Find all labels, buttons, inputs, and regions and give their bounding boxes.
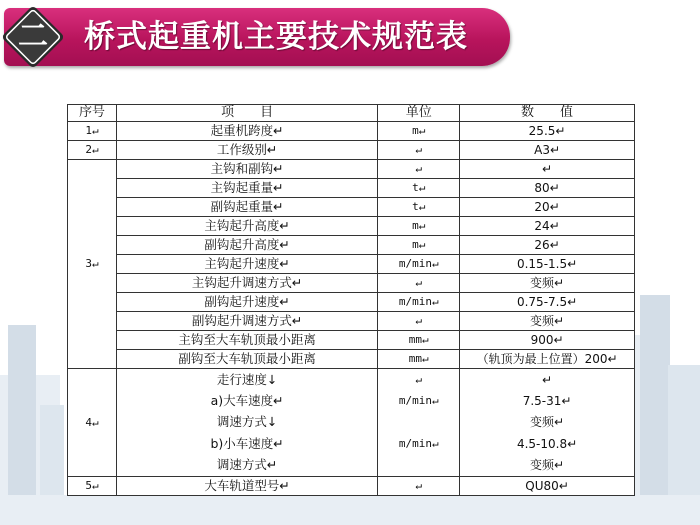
cell-no-group3: 3↵ xyxy=(68,160,117,369)
group4-unit xyxy=(378,413,459,431)
cell-value: 24↵ xyxy=(460,217,635,236)
cell-item: 起重机跨度↵ xyxy=(116,122,377,141)
cell-item: 主钩起升高度↵ xyxy=(116,217,377,236)
table-row xyxy=(68,179,635,198)
cell-unit: m/min↵ xyxy=(378,255,460,274)
cell-no: 2↵ xyxy=(68,141,117,160)
header-value: 数 值 xyxy=(460,105,635,122)
cell-unit: m↵ xyxy=(378,122,460,141)
table-row xyxy=(68,350,635,369)
cell-item: 副钩起重量↵ xyxy=(116,198,377,217)
cell-item-stack xyxy=(116,369,377,477)
cell-item: 主钩起重量↵ xyxy=(116,179,377,198)
cell-item: 副钩起升高度↵ xyxy=(116,236,377,255)
cell-unit: ↵ xyxy=(378,312,460,331)
cell-item: 主钩和副钩↵ xyxy=(116,160,377,179)
cell-unit: t↵ xyxy=(378,179,460,198)
group4-item: 调速方式↵ xyxy=(216,457,278,473)
table-row xyxy=(68,160,635,179)
cell-value: 0.75-7.5↵ xyxy=(460,293,635,312)
cell-unit: mm↵ xyxy=(378,350,460,369)
table-row xyxy=(68,274,635,293)
cell-item: 副钩起升调速方式↵ xyxy=(116,312,377,331)
cell-value: QU80↵ xyxy=(460,477,635,496)
table-row xyxy=(68,141,635,160)
cell-item: 副钩至大车轨顶最小距离 xyxy=(116,350,377,369)
group4-value: 4.5-10.8↵ xyxy=(516,436,578,451)
cell-item: 主钩至大车轨顶最小距离 xyxy=(116,331,377,350)
table-row xyxy=(68,198,635,217)
cell-value: 26↵ xyxy=(460,236,635,255)
title-banner xyxy=(4,8,510,66)
cell-value: 变频↵ xyxy=(460,274,635,293)
group4-item: b)小车速度↵ xyxy=(210,435,284,451)
cell-no: 1↵ xyxy=(68,122,117,141)
cell-item: 副钩起升速度↵ xyxy=(116,293,377,312)
header-unit: 单位 xyxy=(378,105,460,122)
cell-item: 工作级别↵ xyxy=(116,141,377,160)
section-number: 二 xyxy=(18,19,48,54)
cell-value: ↵ xyxy=(460,160,635,179)
cell-unit: ↵ xyxy=(378,477,460,496)
cell-value: 20↵ xyxy=(460,198,635,217)
cell-value: 80↵ xyxy=(460,179,635,198)
table-row xyxy=(68,293,635,312)
table-row-group4 xyxy=(68,369,635,477)
group4-item: 走行速度↓ xyxy=(216,371,278,387)
cell-item: 主钩起升调速方式↵ xyxy=(116,274,377,293)
cell-value: 变频↵ xyxy=(460,312,635,331)
group4-unit: m/min↵ xyxy=(398,394,439,408)
group4-item: 调速方式↓ xyxy=(216,414,278,430)
cell-unit-stack xyxy=(378,369,460,477)
page-title: 桥式起重机主要技术规范表 xyxy=(84,19,468,55)
header-no: 序号 xyxy=(68,105,117,122)
cell-unit: ↵ xyxy=(378,274,460,293)
cell-item: 大车轨道型号↵ xyxy=(116,477,377,496)
table-row xyxy=(68,312,635,331)
group4-value: 变频↵ xyxy=(530,458,565,473)
cell-value: 25.5↵ xyxy=(460,122,635,141)
cell-value: A3↵ xyxy=(460,141,635,160)
cell-no: 4↵ xyxy=(68,369,117,477)
group4-item: a)大车速度↵ xyxy=(210,393,284,409)
cell-unit: m↵ xyxy=(378,236,460,255)
cell-value-stack xyxy=(460,369,635,477)
table-row xyxy=(68,331,635,350)
cell-no: 5↵ xyxy=(68,477,117,496)
table-row xyxy=(68,477,635,496)
cell-unit: m/min↵ xyxy=(378,293,460,312)
cell-value: （轨顶为最上位置）200↵ xyxy=(460,350,635,369)
group4-unit: ↵ xyxy=(415,372,423,386)
spec-table xyxy=(67,104,635,496)
table-header-row xyxy=(68,105,635,122)
group4-value: ↵ xyxy=(542,372,553,387)
group4-unit: m/min↵ xyxy=(398,436,439,450)
table-row xyxy=(68,122,635,141)
cell-value: 0.15-1.5↵ xyxy=(460,255,635,274)
cell-unit: t↵ xyxy=(378,198,460,217)
table-row xyxy=(68,236,635,255)
cell-item: 主钩起升速度↵ xyxy=(116,255,377,274)
group4-unit xyxy=(378,456,459,474)
table-row xyxy=(68,217,635,236)
table-row xyxy=(68,255,635,274)
cell-unit: mm↵ xyxy=(378,331,460,350)
cell-value: 900↵ xyxy=(460,331,635,350)
group4-value: 7.5-31↵ xyxy=(522,394,572,409)
header-item: 项 目 xyxy=(116,105,377,122)
group4-value: 变频↵ xyxy=(530,415,565,430)
cell-unit: ↵ xyxy=(378,160,460,179)
cell-unit: ↵ xyxy=(378,141,460,160)
cell-unit: m↵ xyxy=(378,217,460,236)
